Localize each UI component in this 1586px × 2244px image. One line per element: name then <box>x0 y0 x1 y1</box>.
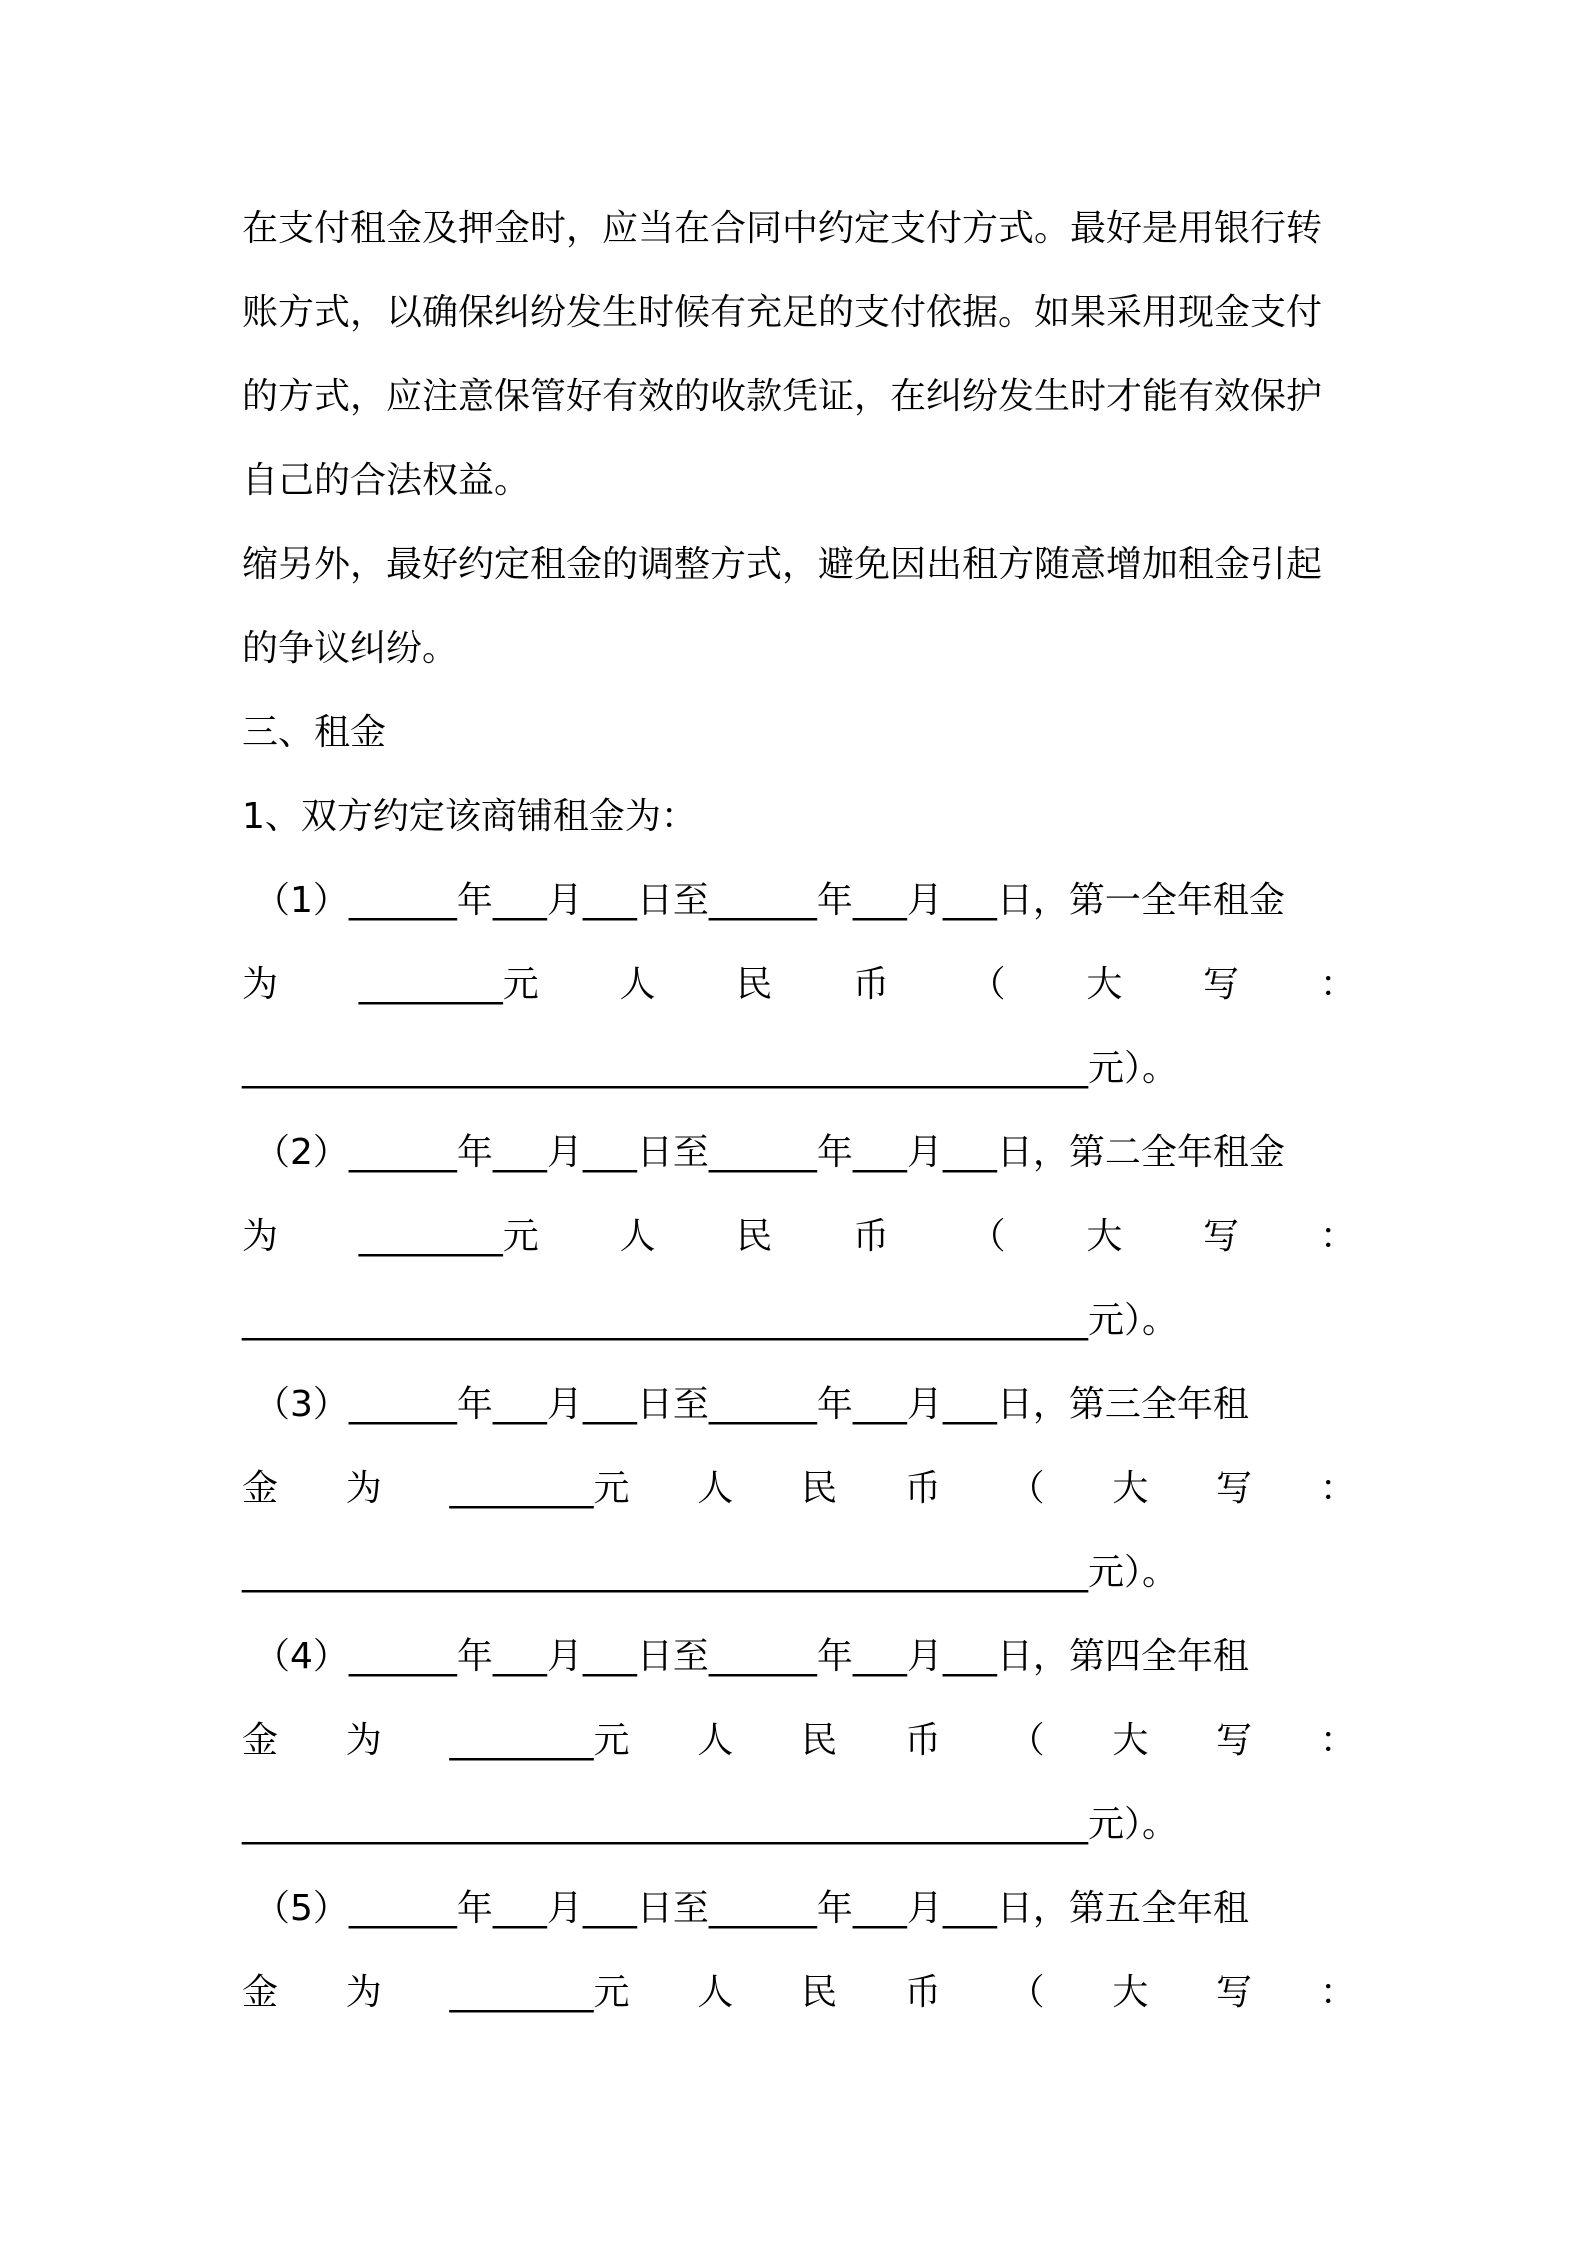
rent-item-3-period: （3）______年___月___日至______年___月___日，第三全年租 <box>254 1384 1249 1425</box>
rent-item-2-token: 民 <box>736 1216 773 1257</box>
rent-item-5-token: ： <box>1319 1972 1356 2013</box>
rent-item-5-token: 人 <box>697 1972 734 2013</box>
rent-item-1-period: （1）______年___月___日至______年___月___日，第一全年租金 <box>254 880 1285 921</box>
paragraph-adjustment-line-2: 的争议纠纷。 <box>242 628 459 669</box>
rent-item-3-token: ________元 <box>449 1468 630 1509</box>
rent-item-4-period: （4）______年___月___日至______年___月___日，第四全年租 <box>254 1636 1249 1677</box>
rent-item-5-token: 为 <box>345 1972 382 2013</box>
rent-item-1-token: （ <box>969 964 1006 1005</box>
rent-item-3-token: 大 <box>1112 1468 1149 1509</box>
section-heading-rent: 三、租金 <box>242 712 387 753</box>
rent-item-4-amount-line <box>242 1714 1356 1768</box>
rent-item-4-token: 币 <box>904 1720 941 1761</box>
paragraph-payment-line-4: 自己的合法权益。 <box>242 460 531 501</box>
rent-item-5-amount-line <box>242 1966 1356 2020</box>
rent-item-1-token: 大 <box>1086 964 1123 1005</box>
rent-item-4-token: ________元 <box>449 1720 630 1761</box>
rent-item-2-token: ________元 <box>358 1216 539 1257</box>
rent-item-1-token: ： <box>1319 964 1356 1005</box>
rent-item-2-token: 大 <box>1086 1216 1123 1257</box>
rent-item-4-token: 民 <box>801 1720 838 1761</box>
paragraph-payment-line-1: 在支付租金及押金时，应当在合同中约定支付方式。最好是用银行转 <box>242 208 1323 249</box>
rent-item-3-token: 为 <box>345 1468 382 1509</box>
rent-item-3-amount-line <box>242 1462 1356 1516</box>
rent-item-3-token: 币 <box>904 1468 941 1509</box>
rent-item-1-token: 人 <box>619 964 656 1005</box>
rent-item-2-token: （ <box>969 1216 1006 1257</box>
rent-item-5-token: ________元 <box>449 1972 630 2013</box>
rent-item-1-token: 为 <box>242 964 279 1005</box>
rent-item-4-token: 大 <box>1112 1720 1149 1761</box>
rent-item-1-token: 写 <box>1203 964 1240 1005</box>
rent-item-3-token: 金 <box>242 1468 279 1509</box>
paragraph-adjustment-line-1: 缩另外，最好约定租金的调整方式，避免因出租方随意增加租金引起 <box>242 544 1323 585</box>
rent-item-3-token: 人 <box>697 1468 734 1509</box>
rent-item-5-period: （5）______年___月___日至______年___月___日，第五全年租 <box>254 1888 1249 1929</box>
rent-item-2-token: 为 <box>242 1216 279 1257</box>
rent-item-1-capital-line: _______________________________________________元）。 <box>242 1048 1179 1089</box>
rent-item-3-capital-line: _______________________________________________元）。 <box>242 1552 1179 1593</box>
rent-item-5-token: 民 <box>801 1972 838 2013</box>
rent-item-5-token: 金 <box>242 1972 279 2013</box>
rent-item-3-token: 写 <box>1216 1468 1253 1509</box>
rent-item-4-token: 为 <box>345 1720 382 1761</box>
rent-item-5-token: 大 <box>1112 1972 1149 2013</box>
rent-item-2-amount-line <box>242 1210 1356 1264</box>
rent-item-4-token: （ <box>1008 1720 1045 1761</box>
rent-item-3-token: ： <box>1319 1468 1356 1509</box>
rent-item-1-token: 币 <box>852 964 889 1005</box>
paragraph-payment-line-3: 的方式，应注意保管好有效的收款凭证，在纠纷发生时才能有效保护 <box>242 376 1323 417</box>
rent-item-2-token: 币 <box>852 1216 889 1257</box>
rent-item-2-token: ： <box>1319 1216 1356 1257</box>
rent-item-4-token: 人 <box>697 1720 734 1761</box>
rent-item-5-token: 币 <box>904 1972 941 2013</box>
rent-item-2-period: （2）______年___月___日至______年___月___日，第二全年租金 <box>254 1132 1285 1173</box>
rent-item-4-token: 写 <box>1216 1720 1253 1761</box>
rent-item-5-token: 写 <box>1216 1972 1253 2013</box>
clause-1: 1、双方约定该商铺租金为： <box>242 796 697 837</box>
rent-item-4-token: ： <box>1319 1720 1356 1761</box>
rent-item-2-capital-line: _______________________________________________元）。 <box>242 1300 1179 1341</box>
rent-item-2-token: 写 <box>1203 1216 1240 1257</box>
rent-item-1-token: 民 <box>736 964 773 1005</box>
rent-item-2-token: 人 <box>619 1216 656 1257</box>
rent-item-1-amount-line <box>242 958 1356 1012</box>
rent-item-1-token: ________元 <box>358 964 539 1005</box>
rent-item-4-token: 金 <box>242 1720 279 1761</box>
rent-item-3-token: （ <box>1008 1468 1045 1509</box>
rent-item-4-capital-line: _______________________________________________元）。 <box>242 1804 1179 1845</box>
paragraph-payment-line-2: 账方式，以确保纠纷发生时候有充足的支付依据。如果采用现金支付 <box>242 292 1323 333</box>
rent-item-3-token: 民 <box>801 1468 838 1509</box>
rent-item-5-token: （ <box>1008 1972 1045 2013</box>
